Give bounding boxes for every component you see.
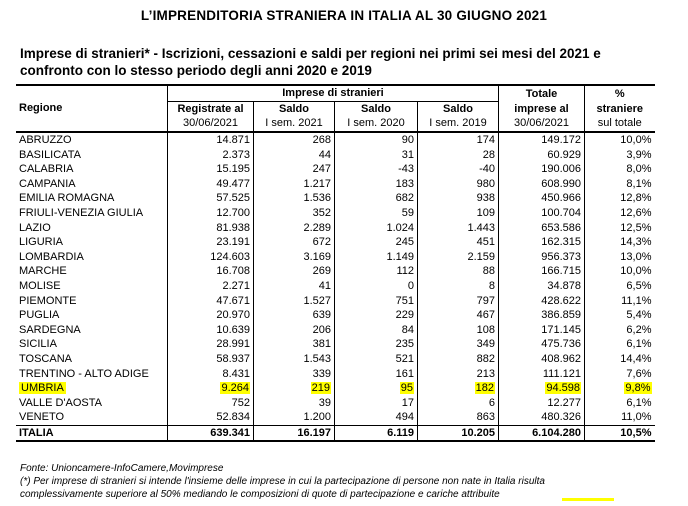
cell-saldo-2019: 108: [418, 323, 499, 338]
cell-saldo-2019: 213: [418, 366, 499, 381]
cell-saldo-2020: 84: [335, 323, 418, 338]
table-body: [16, 132, 655, 425]
table-row: [16, 191, 655, 206]
cell-pct: 12,6%: [585, 206, 655, 221]
header-saldo19-2: I sem. 2019: [418, 116, 499, 132]
cell-saldo-2021: 39: [254, 395, 335, 410]
header-registrate-1: Registrate al: [168, 101, 254, 116]
cell-saldo-2019: 451: [418, 235, 499, 250]
cell-region: MARCHE: [19, 265, 67, 278]
cell-region: LAZIO: [19, 221, 51, 234]
table-subtitle: [20, 45, 680, 79]
table-row: [16, 177, 655, 192]
highlight-mark: [562, 498, 614, 501]
cell-registrate: 16.708: [168, 264, 254, 279]
cell-pct: 3,9%: [585, 147, 655, 162]
cell-saldo-2019: -40: [418, 162, 499, 177]
cell-saldo-2021: 3.169: [254, 250, 335, 265]
cell-pct: 6,5%: [585, 279, 655, 294]
cell-registrate: 23.191: [168, 235, 254, 250]
cell-saldo-2020: 183: [335, 177, 418, 192]
header-region: Regione: [16, 85, 168, 132]
cell-saldo-2020: 751: [335, 293, 418, 308]
cell-registrate: 58.937: [168, 352, 254, 367]
cell-registrate: 124.603: [168, 250, 254, 265]
cell-pct: 12,5%: [585, 220, 655, 235]
cell-totale: 34.878: [499, 279, 585, 294]
cell-region: PUGLIA: [19, 309, 60, 322]
cell-pct: 7,6%: [585, 366, 655, 381]
header-pct-3: sul totale: [585, 116, 655, 132]
table-row: [16, 279, 655, 294]
cell-saldo-2020: 521: [335, 352, 418, 367]
table-row: [16, 162, 655, 177]
cell-registrate: 2.373: [168, 147, 254, 162]
cell-region: TOSCANA: [19, 352, 72, 365]
cell-totale: 480.326: [499, 410, 585, 425]
highlighted-value: 94.598: [546, 382, 580, 395]
highlighted-value: 95: [400, 382, 413, 395]
cell-totale: 428.622: [499, 293, 585, 308]
cell-totale: 653.586: [499, 220, 585, 235]
table-row: [16, 337, 655, 352]
cell-saldo-2020: 59: [335, 206, 418, 221]
cell-saldo-2020: 235: [335, 337, 418, 352]
cell-region: LOMBARDIA: [19, 250, 84, 263]
cell-saldo-2021: 247: [254, 162, 335, 177]
cell-registrate: 10.639: [168, 323, 254, 338]
cell-saldo-2021: 339: [254, 366, 335, 381]
cell-saldo-2020: 31: [335, 147, 418, 162]
cell-registrate: 2.271: [168, 279, 254, 294]
cell-saldo-2021: 639: [254, 308, 335, 323]
header-saldo21-1: Saldo: [254, 101, 335, 116]
table-row: [16, 395, 655, 410]
cell-registrate: 28.991: [168, 337, 254, 352]
header-saldo20-1: Saldo: [335, 101, 418, 116]
cell-saldo-2020: 17: [335, 395, 418, 410]
cell-totale: 190.006: [499, 162, 585, 177]
cell-saldo-2019: 938: [418, 191, 499, 206]
cell-totale: 386.859: [499, 308, 585, 323]
table-row: [16, 352, 655, 367]
cell-region: SICILIA: [19, 338, 57, 351]
cell-saldo-2019: 1.443: [418, 220, 499, 235]
cell-saldo-2021: [254, 381, 335, 396]
cell-saldo-2021: 269: [254, 264, 335, 279]
cell-registrate: 12.700: [168, 206, 254, 221]
regional-data-table: [16, 84, 655, 442]
cell-saldo-2021: 1.200: [254, 410, 335, 425]
cell-saldo-2020: 161: [335, 366, 418, 381]
table-row: [16, 293, 655, 308]
table-row: [16, 308, 655, 323]
cell-pct: 10,0%: [585, 264, 655, 279]
cell-saldo-2021: 2.289: [254, 220, 335, 235]
cell-totale: 111.121: [499, 366, 585, 381]
cell-region: ABRUZZO: [19, 134, 72, 147]
table-row: [16, 220, 655, 235]
cell-region: MOLISE: [19, 280, 61, 293]
table-row: [16, 132, 655, 148]
subtitle-line-1: Imprese di stranieri* - Iscrizioni, cessazioni e saldi per regioni nei primi sei mesi del 2021 e: [20, 46, 601, 61]
total-cell-saldo-2019: 10.205: [418, 425, 499, 441]
header-registrate-2: 30/06/2021: [168, 116, 254, 132]
cell-pct: [585, 381, 655, 396]
cell-totale: 450.966: [499, 191, 585, 206]
cell-registrate: 49.477: [168, 177, 254, 192]
cell-pct: 11,1%: [585, 293, 655, 308]
header-group-imprese: Imprese di stranieri: [168, 85, 499, 101]
cell-saldo-2019: 8: [418, 279, 499, 294]
cell-region: VENETO: [19, 411, 65, 424]
cell-saldo-2020: 0: [335, 279, 418, 294]
cell-saldo-2019: 882: [418, 352, 499, 367]
total-row: [16, 425, 655, 441]
cell-totale: 171.145: [499, 323, 585, 338]
total-cell-saldo-2020: 6.119: [335, 425, 418, 441]
header-totale-2: imprese al: [499, 101, 585, 116]
header-pct-1: %: [585, 85, 655, 101]
cell-totale: [499, 381, 585, 396]
cell-pct: 14,3%: [585, 235, 655, 250]
table-row: [16, 381, 655, 396]
cell-region: VALLE D'AOSTA: [19, 396, 102, 409]
total-cell-pct: 10,5%: [585, 425, 655, 441]
cell-registrate: 752: [168, 395, 254, 410]
cell-saldo-2019: 2.159: [418, 250, 499, 265]
total-cell-region: ITALIA: [16, 425, 168, 441]
subtitle-line-2: confronto con lo stesso periodo degli anni 2020 e 2019: [20, 63, 372, 78]
header-totale-1: Totale: [499, 85, 585, 101]
cell-pct: 12,8%: [585, 191, 655, 206]
cell-pct: 6,1%: [585, 337, 655, 352]
footer-note-line-2: complessivamente superiore al 50% mediando le composizioni di quote di partecipazione e cariche attribuite: [20, 489, 500, 500]
cell-saldo-2021: 1.527: [254, 293, 335, 308]
cell-region: SARDEGNA: [19, 323, 81, 336]
table-row: [16, 366, 655, 381]
cell-registrate: 47.671: [168, 293, 254, 308]
cell-region: BASILICATA: [19, 148, 81, 161]
cell-totale: 408.962: [499, 352, 585, 367]
cell-pct: 8,0%: [585, 162, 655, 177]
cell-registrate: 14.871: [168, 132, 254, 148]
table-row: [16, 410, 655, 425]
highlighted-value: 9,8%: [625, 382, 651, 395]
cell-region: CAMPANIA: [19, 177, 76, 190]
header-saldo21-2: I sem. 2021: [254, 116, 335, 132]
cell-saldo-2021: 44: [254, 147, 335, 162]
cell-totale: 956.373: [499, 250, 585, 265]
cell-saldo-2019: 797: [418, 293, 499, 308]
cell-pct: 13,0%: [585, 250, 655, 265]
cell-saldo-2019: 863: [418, 410, 499, 425]
table-row: [16, 147, 655, 162]
cell-saldo-2020: 494: [335, 410, 418, 425]
total-cell-saldo-2021: 16.197: [254, 425, 335, 441]
footer-source: Fonte: Unioncamere-InfoCamere,Movimprese: [20, 463, 224, 474]
cell-registrate: 8.431: [168, 366, 254, 381]
cell-saldo-2020: 1.024: [335, 220, 418, 235]
header-saldo20-2: I sem. 2020: [335, 116, 418, 132]
cell-saldo-2019: 349: [418, 337, 499, 352]
cell-saldo-2020: 229: [335, 308, 418, 323]
cell-saldo-2021: 672: [254, 235, 335, 250]
cell-saldo-2021: 1.536: [254, 191, 335, 206]
cell-saldo-2019: [418, 381, 499, 396]
cell-totale: 166.715: [499, 264, 585, 279]
cell-saldo-2021: 268: [254, 132, 335, 148]
cell-region: CALABRIA: [19, 163, 74, 176]
footer-note-line-1: (*) Per imprese di stranieri si intende l'insieme delle imprese in cui la partecipazione di persone non nate in Italia risulta: [20, 476, 545, 487]
cell-pct: 14,4%: [585, 352, 655, 367]
cell-saldo-2021: 1.217: [254, 177, 335, 192]
cell-pct: 8,1%: [585, 177, 655, 192]
cell-saldo-2021: 1.543: [254, 352, 335, 367]
cell-saldo-2021: 206: [254, 323, 335, 338]
highlighted-value: 182: [475, 382, 494, 395]
cell-totale: 60.929: [499, 147, 585, 162]
cell-saldo-2019: 28: [418, 147, 499, 162]
cell-saldo-2020: 112: [335, 264, 418, 279]
highlighted-value: 219: [311, 382, 330, 395]
cell-region: EMILIA ROMAGNA: [19, 192, 115, 205]
cell-saldo-2021: 381: [254, 337, 335, 352]
cell-region: PIEMONTE: [19, 294, 77, 307]
cell-pct: 5,4%: [585, 308, 655, 323]
table-row: [16, 264, 655, 279]
cell-saldo-2020: 682: [335, 191, 418, 206]
total-cell-registrate: 639.341: [168, 425, 254, 441]
cell-registrate: 81.938: [168, 220, 254, 235]
cell-totale: 162.315: [499, 235, 585, 250]
cell-registrate: 15.195: [168, 162, 254, 177]
cell-pct: 6,2%: [585, 323, 655, 338]
cell-saldo-2020: 1.149: [335, 250, 418, 265]
cell-totale: 475.736: [499, 337, 585, 352]
cell-saldo-2020: 90: [335, 132, 418, 148]
cell-saldo-2019: 88: [418, 264, 499, 279]
highlighted-value: 9.264: [221, 382, 249, 395]
header-totale-3: 30/06/2021: [499, 116, 585, 132]
cell-totale: 12.277: [499, 395, 585, 410]
cell-saldo-2020: [335, 381, 418, 396]
cell-region: LIGURIA: [19, 236, 64, 249]
cell-saldo-2020: -43: [335, 162, 418, 177]
cell-registrate: [168, 381, 254, 396]
cell-region: FRIULI-VENEZIA GIULIA: [19, 207, 144, 220]
document-title: L’IMPRENDITORIA STRANIERA IN ITALIA AL 30 GIUGNO 2021: [140, 8, 548, 23]
cell-pct: 11,0%: [585, 410, 655, 425]
header-pct-2: straniere: [585, 101, 655, 116]
cell-region: [16, 381, 168, 396]
cell-totale: 100.704: [499, 206, 585, 221]
cell-totale: 149.172: [499, 132, 585, 148]
highlighted-value: UMBRIA: [21, 382, 64, 395]
header-saldo19-1: Saldo: [418, 101, 499, 116]
cell-registrate: 20.970: [168, 308, 254, 323]
table-row: [16, 323, 655, 338]
cell-saldo-2019: 467: [418, 308, 499, 323]
cell-registrate: 57.525: [168, 191, 254, 206]
cell-pct: 10,0%: [585, 132, 655, 148]
table-row: [16, 206, 655, 221]
table-row: [16, 250, 655, 265]
cell-saldo-2021: 41: [254, 279, 335, 294]
cell-saldo-2021: 352: [254, 206, 335, 221]
cell-saldo-2020: 245: [335, 235, 418, 250]
cell-saldo-2019: 980: [418, 177, 499, 192]
table-row: [16, 235, 655, 250]
cell-saldo-2019: 109: [418, 206, 499, 221]
cell-saldo-2019: 6: [418, 395, 499, 410]
cell-saldo-2019: 174: [418, 132, 499, 148]
cell-pct: 6,1%: [585, 395, 655, 410]
cell-totale: 608.990: [499, 177, 585, 192]
cell-region: TRENTINO - ALTO ADIGE: [19, 367, 149, 380]
total-cell-totale: 6.104.280: [499, 425, 585, 441]
cell-registrate: 52.834: [168, 410, 254, 425]
